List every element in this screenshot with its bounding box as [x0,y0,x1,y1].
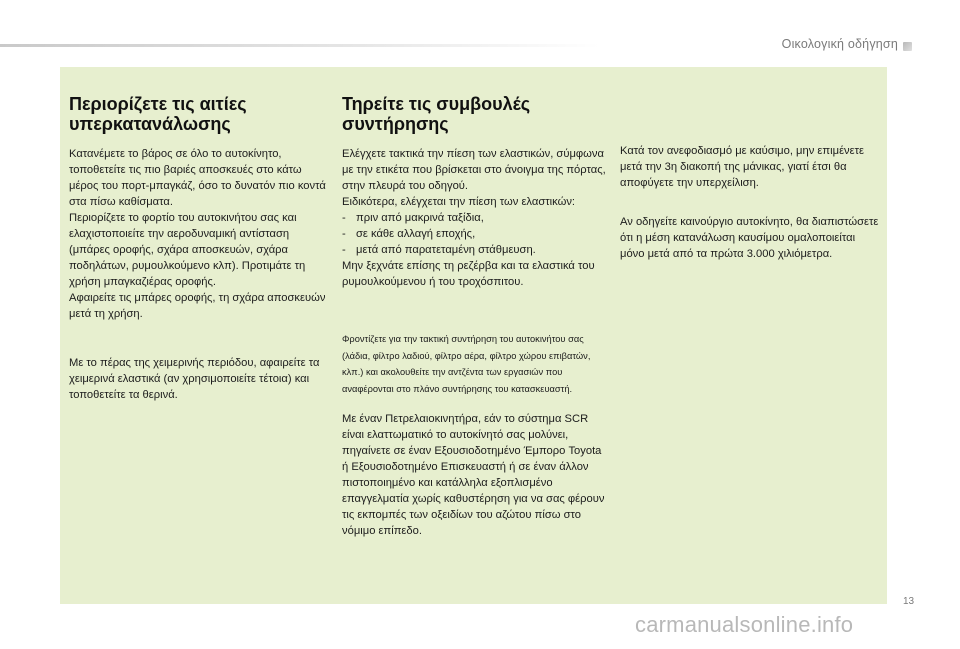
paragraph: Με έναν Πετρελαιοκινητήρα, εάν το σύστημα SCR είναι ελαττωματικό το αυτοκίνητό σας μολύνει, πηγαίνετε σε έναν Εξουσιοδοτημένο Έμπορο Toyota ή Εξουσιοδοτημένο Επισκευαστή ή σε έναν άλλον πιστοποιημένο και κατάλληλα εξοπλισμένο επαγγελματία χωρίς καθυστέρηση για να σας φέρουν τις εκπομπές των οξειδίων του αζώτου πίσω στο νόμιμο επίπεδο. [342,413,605,537]
paragraph: Αφαιρείτε τις μπάρες οροφής, τη σχάρα αποσκευών μετά τη χρήση. [69,292,326,320]
paragraph: Ελέγχετε τακτικά την πίεση των ελαστικών, σύμφωνα με την ετικέτα που βρίσκεται στο άνοιγμα της πόρτας, στην πλευρά του οδηγού. [342,148,606,192]
paragraph: Ειδικότερα, ελέγχεται την πίεση των ελαστικών: [342,196,576,208]
column3-text [620,143,882,262]
corner-marker-icon [903,42,912,51]
page-number: 13 [903,596,915,607]
column-overconsumption [69,94,331,403]
column-refuelling [620,143,882,262]
section-title: Οικολογική οδήγηση [781,37,898,51]
list-item: - σε κάθε αλλαγή εποχής, [342,228,476,240]
content-panel [60,67,887,604]
column1-text [69,146,331,403]
column-maintenance [342,94,610,539]
watermark: carmanualsonline.info [635,612,854,637]
paragraph: Μην ξεχνάτε επίσης τη ρεζέρβα και τα ελαστικά του ρυμουλκούμενου ή του τροχόσπιτου. [342,260,595,288]
paragraph: Κατά τον ανεφοδιασμό με καύσιμο, μην επιμένετε μετά την 3η διακοπή της μάνικας, γιατί έτσι θα αποφύγετε την υπερχείλιση. [620,145,865,189]
paragraph: Αν οδηγείτε καινούργιο αυτοκίνητο, θα διαπιστώσετε ότι η μέση κατανάλωση καυσίμου ομαλοποιείται μόνο μετά από τα πρώτα 3.000 χιλιόμετρα. [620,216,879,260]
list-item: - πριν από μακρινά ταξίδια, [342,212,484,224]
heading-overconsumption: Περιορίζετε τις αιτίες υπερκατανάλωσης [69,94,247,134]
column2-text [342,146,610,539]
list-item: - μετά από παρατεταμένη στάθμευση. [342,244,536,256]
maintenance-note: Φροντίζετε για την τακτική συντήρηση του αυτοκινήτου σας (λάδια, φίλτρο λαδιού, φίλτρο αέρα, φίλτρο χώρου επιβατών, κλπ.) και ακολουθείτε την αντζέντα των εργασιών που αναφέρονται στο πλάνο συντήρησης του κατασκευαστή. [342,334,591,394]
paragraph: Περιορίζετε το φορτίο του αυτοκινήτου σας και ελαχιστοποιείτε την αεροδυναμική αντίσταση (μπάρες οροφής, σχάρα αποσκευών, σχάρα ποδηλάτων, ρυμουλκούμενο κλπ). Προτιμάτε τη χρήση μπαγκαζιέρας οροφής. [69,212,306,288]
heading-maintenance: Τηρείτε τις συμβουλές συντήρησης [342,94,531,134]
paragraph: Με το πέρας της χειμερινής περιόδου, αφαιρείτε τα χειμερινά ελαστικά (αν χρησιμοποιείτε τέτοια) και τοποθετείτε τα θερινά. [69,357,320,401]
header-rule [0,44,600,47]
paragraph: Κατανέμετε το βάρος σε όλο το αυτοκίνητο, τοποθετείτε τις πιο βαριές αποσκευές στο κάτω μέρος του πορτ-μπαγκάζ, όσο το δυνατόν πιο κοντά στα πίσω καθίσματα. [69,148,326,208]
